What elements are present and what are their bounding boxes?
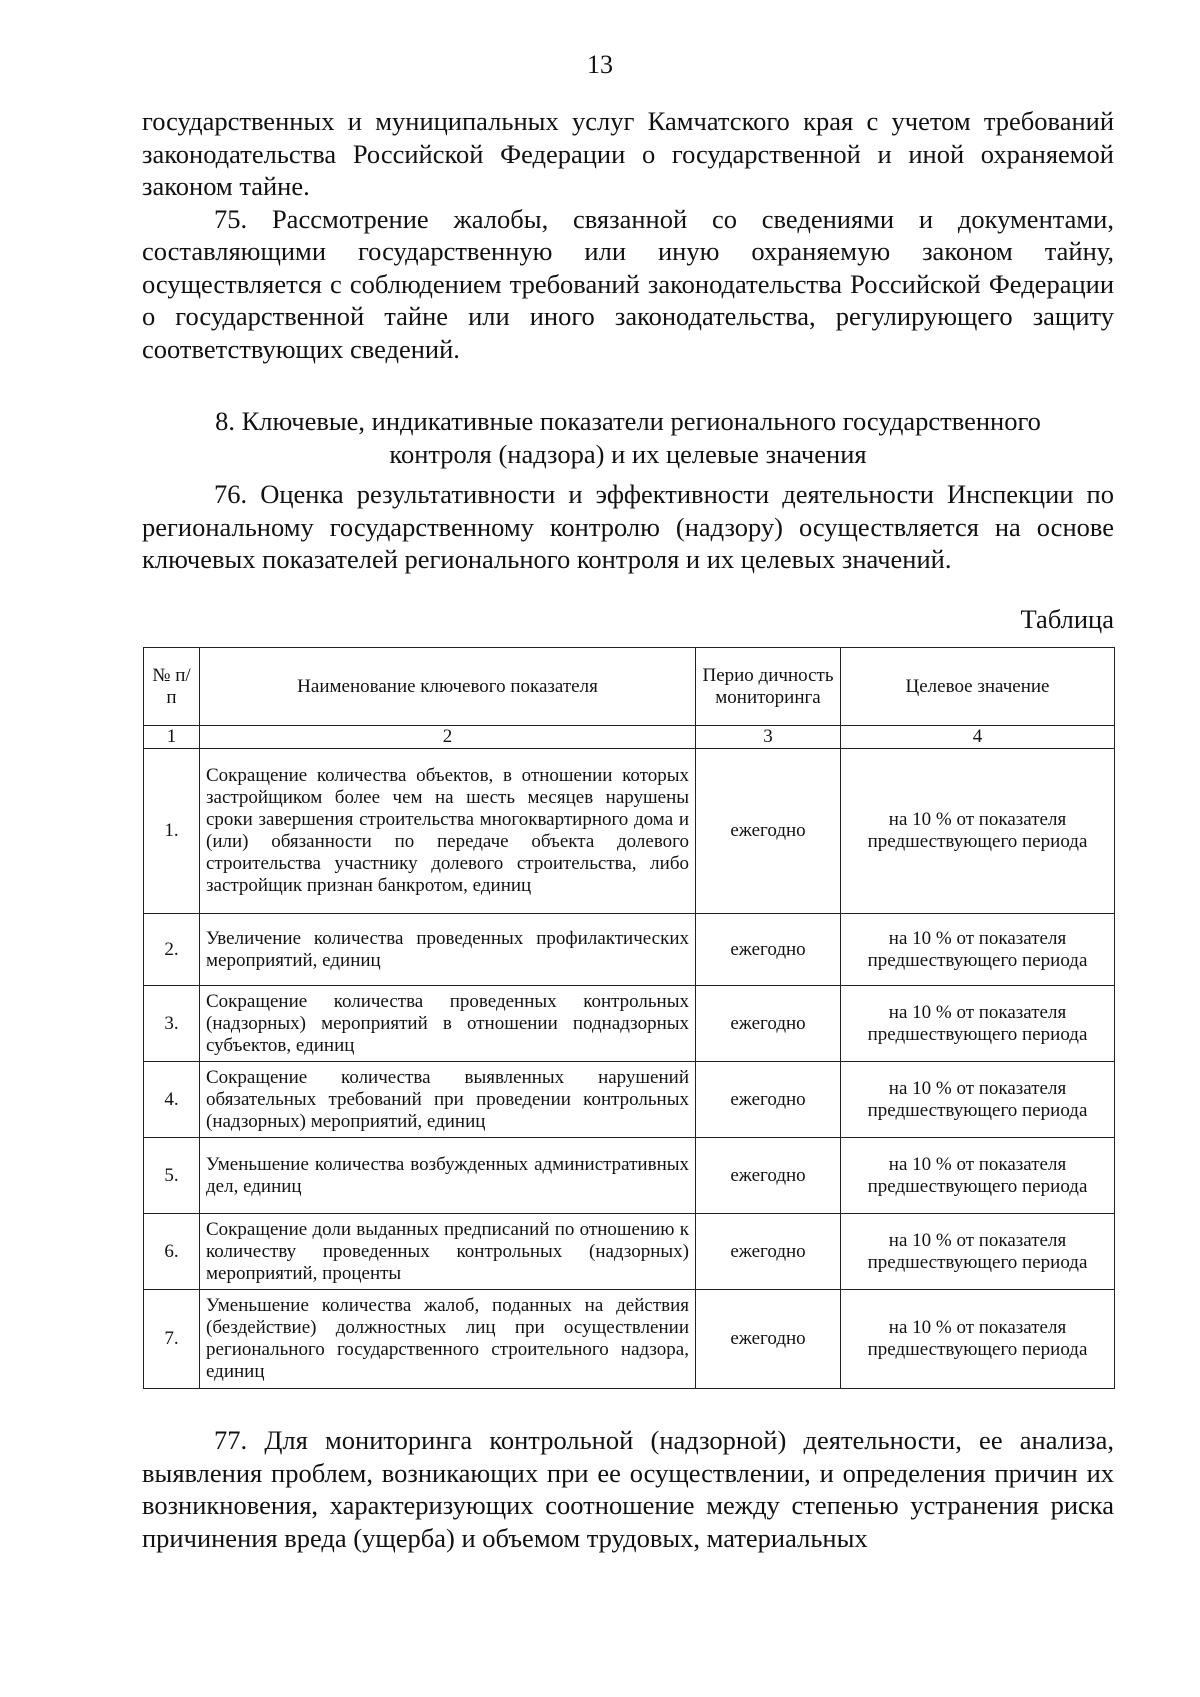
- body-text-top: [142, 105, 1114, 365]
- row-target: на 10 % от показателя предшествующего периода: [841, 986, 1115, 1062]
- row-name: Уменьшение количества жалоб, поданных на действия (бездействие) должностных лиц при осуществлении регионального государственного строительного надзора, единиц: [200, 1290, 696, 1389]
- table-row: [144, 749, 1115, 914]
- index-cell: 4: [841, 726, 1115, 749]
- row-target: на 10 % от показателя предшествующего периода: [841, 914, 1115, 986]
- header-period: Перио дичность мониторинга: [696, 648, 841, 726]
- row-name: Уменьшение количества возбужденных административных дел, единиц: [200, 1138, 696, 1214]
- row-target: на 10 % от показателя предшествующего периода: [841, 1138, 1115, 1214]
- body-text-bottom: [142, 1424, 1114, 1554]
- table-header-row: [144, 648, 1115, 726]
- row-num: 3.: [144, 986, 200, 1062]
- row-target: на 10 % от показателя предшествующего периода: [841, 1062, 1115, 1138]
- index-cell: 3: [696, 726, 841, 749]
- section-heading-line1: 8. Ключевые, индикативные показатели регионального государственного: [215, 406, 1041, 436]
- index-cell: 2: [200, 726, 696, 749]
- body-text-mid: [142, 478, 1114, 576]
- row-num: 2.: [144, 914, 200, 986]
- row-name: Увеличение количества проведенных профилактических мероприятий, единиц: [200, 914, 696, 986]
- paragraph-76: 76. Оценка результативности и эффективности деятельности Инспекции по региональному государственному контролю (надзору) осуществляется на основе ключевых показателей регионального контроля и их целевых значений.: [142, 479, 1114, 574]
- index-cell: 1: [144, 726, 200, 749]
- row-period: ежегодно: [696, 749, 841, 914]
- row-target: на 10 % от показателя предшествующего периода: [841, 1290, 1115, 1389]
- header-name: Наименование ключевого показателя: [200, 648, 696, 726]
- table-row: [144, 1290, 1115, 1389]
- row-period: ежегодно: [696, 914, 841, 986]
- row-name: Сокращение количества объектов, в отношении которых застройщиком более чем на шесть месяцев нарушены сроки завершения строительства многоквартирного дома и (или) обязанности по передаче объекта долевого строительства участнику долевого строительства, либо застройщик признан банкротом, единиц: [200, 749, 696, 914]
- row-period: ежегодно: [696, 1138, 841, 1214]
- row-name: Сокращение количества проведенных контрольных (надзорных) мероприятий в отношении поднадзорных субъектов, единиц: [200, 986, 696, 1062]
- row-period: ежегодно: [696, 1214, 841, 1290]
- table-row: [144, 1214, 1115, 1290]
- row-target: на 10 % от показателя предшествующего периода: [841, 1214, 1115, 1290]
- header-target: Целевое значение: [841, 648, 1115, 726]
- row-name: Сокращение доли выданных предписаний по отношению к количеству проведенных контрольных (надзорных) мероприятий, проценты: [200, 1214, 696, 1290]
- table-caption: Таблица: [1020, 604, 1114, 634]
- row-num: 4.: [144, 1062, 200, 1138]
- row-num: 6.: [144, 1214, 200, 1290]
- row-period: ежегодно: [696, 986, 841, 1062]
- table-row: [144, 986, 1115, 1062]
- paragraph-77: 77. Для мониторинга контрольной (надзорной) деятельности, ее анализа, выявления проблем, возникающих при ее осуществлении, и определения причин их возникновения, характеризующих соотношение между степенью устранения риска причинения вреда (ущерба) и объемом трудовых, материальных: [142, 1425, 1114, 1553]
- row-name: Сокращение количества выявленных нарушений обязательных требований при проведении контрольных (надзорных) мероприятий, единиц: [200, 1062, 696, 1138]
- paragraph-75: 75. Рассмотрение жалобы, связанной со сведениями и документами, составляющими государственную или иную охраняемую законом тайну, осуществляется с соблюдением требований законодательства Российской Федерации о государственной тайне или иного законодательства, регулирующего защиту соответствующих сведений.: [142, 203, 1114, 364]
- section-heading: [142, 405, 1114, 470]
- row-num: 7.: [144, 1290, 200, 1389]
- table-index-row: [144, 726, 1115, 749]
- row-target: на 10 % от показателя предшествующего периода: [841, 749, 1115, 914]
- table-row: [144, 1138, 1115, 1214]
- paragraph-continued: государственных и муниципальных услуг Камчатского края с учетом требований законодательства Российской Федерации о государственной и иной охраняемой законом тайне.: [142, 106, 1114, 201]
- page-number: 13: [587, 50, 613, 79]
- section-heading-line2: контроля (надзора) и их целевые значения: [389, 438, 867, 469]
- row-num: 5.: [144, 1138, 200, 1214]
- table-row: [144, 914, 1115, 986]
- header-num: № п/п: [144, 648, 200, 726]
- indicators-table: [143, 647, 1115, 1389]
- table-row: [144, 1062, 1115, 1138]
- row-num: 1.: [144, 749, 200, 914]
- row-period: ежегодно: [696, 1290, 841, 1389]
- row-period: ежегодно: [696, 1062, 841, 1138]
